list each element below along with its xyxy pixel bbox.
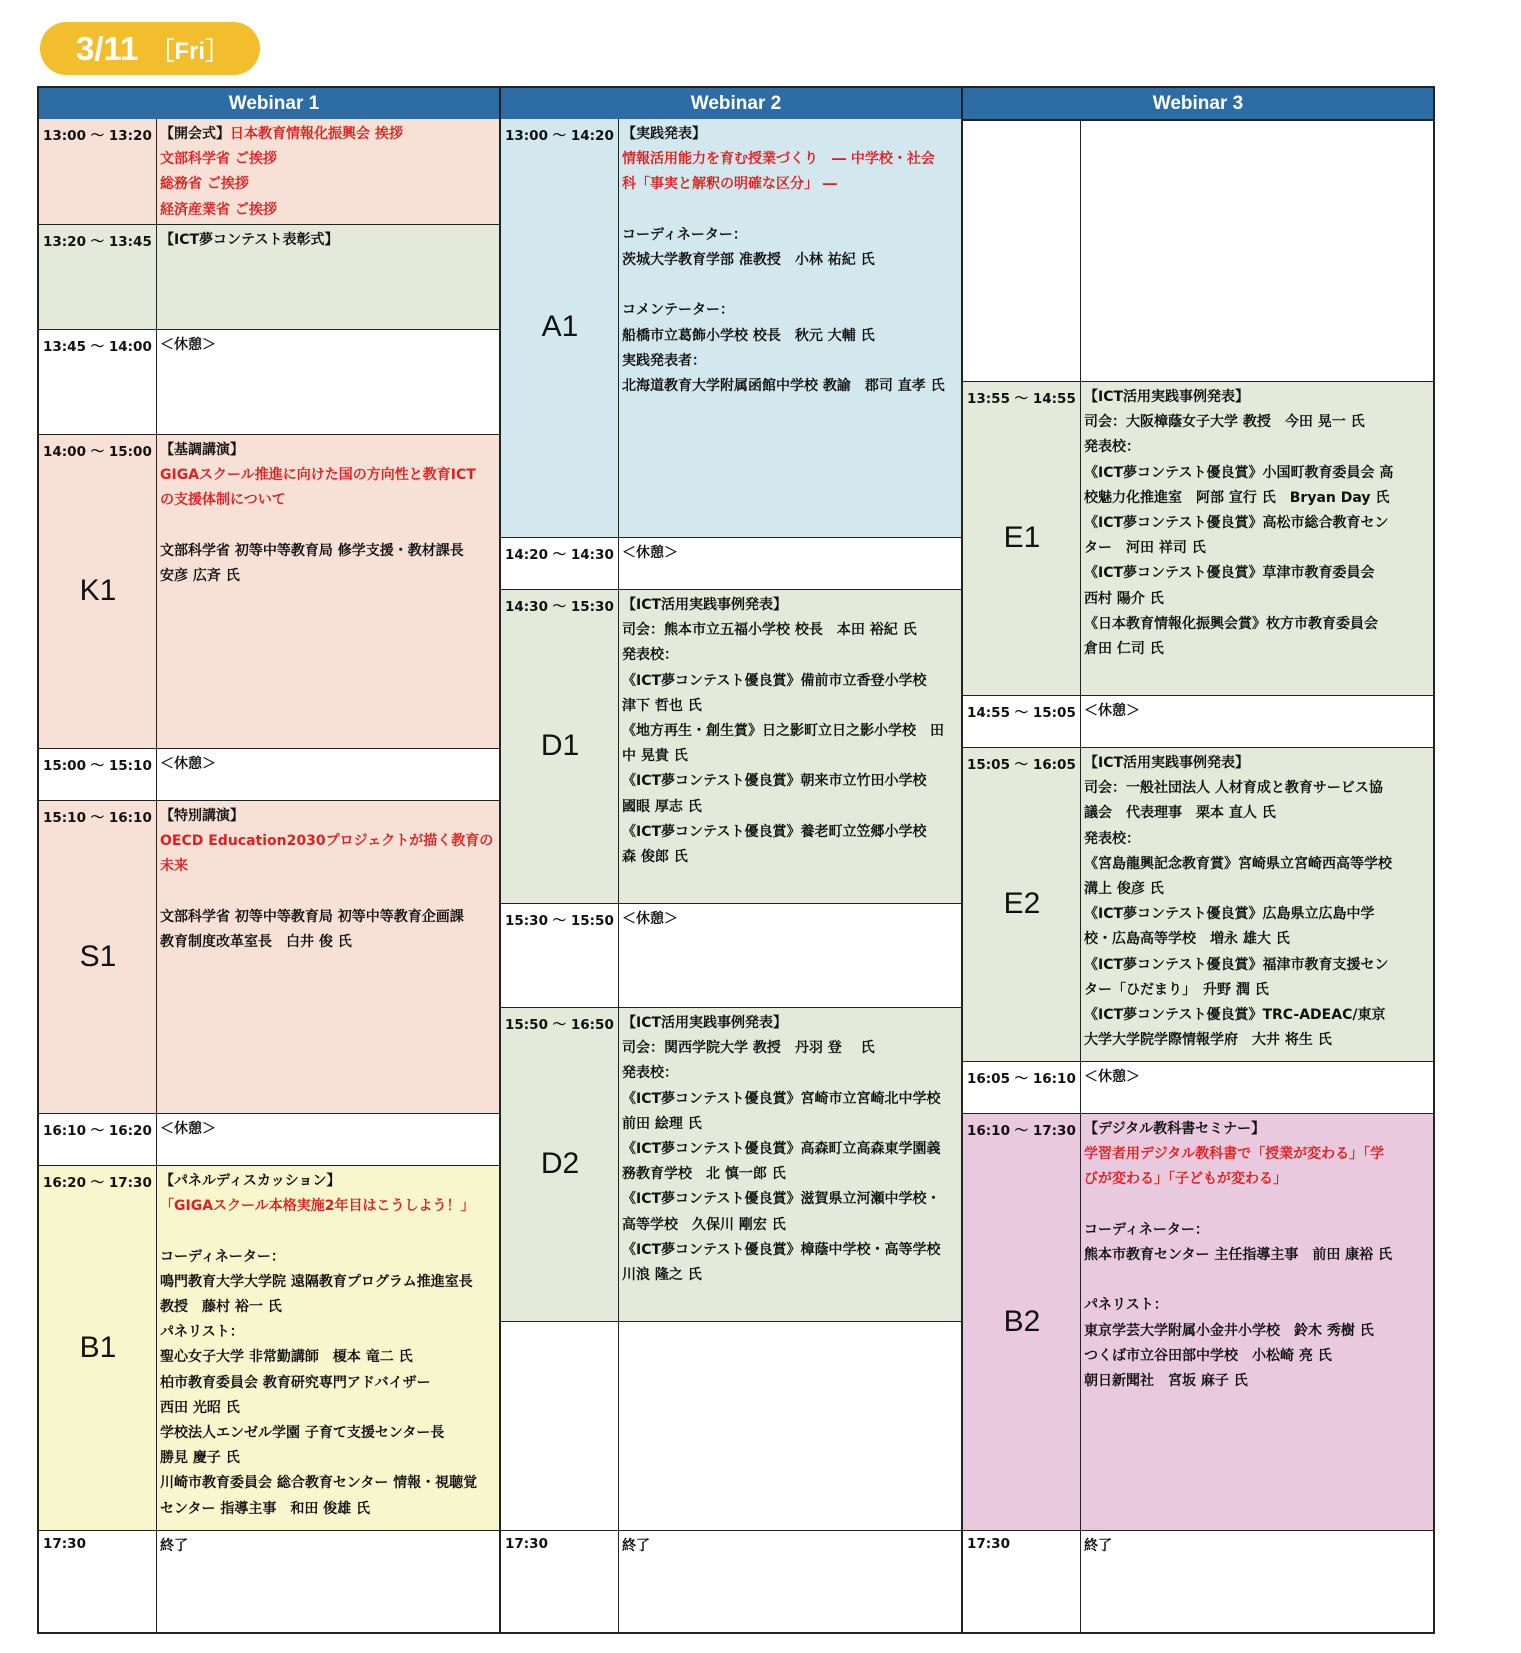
session-break <box>963 695 1433 747</box>
session-line: 西田 光昭 氏 <box>160 1399 240 1416</box>
session-line: 鳴門教育大学大学院 遠隔教育プログラム推進室長 <box>160 1273 473 1290</box>
session-time: 16:20 ～ 17:30 <box>39 1166 157 1530</box>
session-line: 高等学校 久保川 剛宏 氏 <box>622 1216 786 1233</box>
session-line: 【パネルディスカッション】 <box>160 1173 341 1189</box>
session-time: 13:20 ～ 13:45 <box>39 225 157 329</box>
session-line: 東京学芸大学附属小金井小学校 鈴木 秀樹 氏 <box>1084 1322 1374 1339</box>
session-line: ＜休憩＞ <box>160 756 216 772</box>
session-time: 15:05 ～ 16:05 <box>963 748 1081 1061</box>
session-line: 《ICT夢コンテスト優良賞》宮崎市立宮崎北中学校 <box>622 1090 941 1107</box>
session-content <box>157 1166 509 1530</box>
session-line: 学習者用デジタル教科書で「授業が変わる」「学 <box>1084 1146 1385 1163</box>
session-line: 《地方再生・創生賞》日之影町立日之影小学校 田 <box>622 723 944 740</box>
session-time: 14:30 ～ 15:30 <box>501 590 619 903</box>
session-end <box>501 1530 971 1632</box>
session-break <box>501 903 971 1007</box>
session-line: 《ICT夢コンテスト優良賞》TRC-ADEAC/東京 <box>1084 1007 1386 1024</box>
session-line: 総務省 ご挨拶 <box>160 176 249 193</box>
session-content <box>619 538 971 589</box>
session-line: ＜休憩＞ <box>160 1121 216 1137</box>
session-content <box>619 904 971 1007</box>
session-line: ＜休憩＞ <box>1084 1069 1140 1085</box>
session-time: 13:45 ～ 14:00 <box>39 330 157 434</box>
session-line: 《ICT夢コンテスト優良賞》備前市立香登小学校 <box>622 672 927 689</box>
session-content <box>1081 1531 1433 1632</box>
session-line: 國眼 厚志 氏 <box>622 798 702 815</box>
session-content <box>1081 119 1433 381</box>
session-time: 17:30 <box>501 1531 619 1632</box>
session-line: 【特別講演】 <box>160 808 244 824</box>
session-line: 終了 <box>622 1538 650 1554</box>
session-empty <box>501 1321 971 1530</box>
session-line <box>1084 1193 1430 1218</box>
session-line: 発表校： <box>1084 439 1140 456</box>
session-break <box>501 537 971 589</box>
session-time: 14:55 ～ 15:05 <box>963 696 1081 747</box>
session-content <box>1081 1062 1433 1113</box>
session-line: ＜休憩＞ <box>160 337 216 353</box>
session-line: の支援体制について <box>160 492 286 509</box>
session-line <box>622 273 968 298</box>
session-break <box>39 748 509 800</box>
date-day: 3/11 <box>76 29 139 67</box>
session-empty <box>963 119 1433 381</box>
session-line: 《日本教育情報化振興会賞》枚方市教育委員会 <box>1084 615 1378 632</box>
session-content <box>1081 382 1433 695</box>
session-time: 15:30 ～ 15:50 <box>501 904 619 1007</box>
session-line: 《ICT夢コンテスト優良賞》滋賀県立河瀬中学校・ <box>622 1191 941 1208</box>
session-line: OECD Education2030プロジェクトが描く教育の <box>160 833 494 850</box>
session-line: 【ICT活用実践事例発表】 <box>1084 755 1250 771</box>
session-content <box>157 801 509 1113</box>
session-content <box>157 1531 509 1632</box>
session-line: 実践発表者： <box>622 352 706 369</box>
session-line: 《ICT夢コンテスト優良賞》福津市教育支援セン <box>1084 956 1389 973</box>
session-line: 科「事実と解釈の明確な区分」 ― <box>622 176 837 193</box>
session-time: 15:10 ～ 16:10 <box>39 801 157 1113</box>
session-line: 議会 代表理事 栗本 直人 氏 <box>1084 805 1276 822</box>
session-code: A1 <box>541 310 579 343</box>
session-line: 司会：大阪樟蔭女子大学 教授 今田 晃一 氏 <box>1084 414 1365 431</box>
session-line: 発表校： <box>622 1065 678 1082</box>
session-line: 【実践発表】 <box>622 126 706 142</box>
session-line: 司会：熊本市立五福小学校 校長 本田 裕紀 氏 <box>622 622 917 639</box>
session-line: 《ICT夢コンテスト優良賞》養老町立笠郷小学校 <box>622 823 927 840</box>
session-line: 《宮島龍興記念教育賞》宮崎県立宮崎西高等学校 <box>1084 855 1392 872</box>
session-content <box>1081 748 1433 1061</box>
session-time: 16:10 ～ 16:20 <box>39 1114 157 1165</box>
session-opening <box>39 119 509 224</box>
webinar-1-column <box>37 86 511 1634</box>
session-line: 《ICT夢コンテスト優良賞》朝来市立竹田小学校 <box>622 773 927 790</box>
session-line: 校・広島高等学校 増永 雄大 氏 <box>1084 931 1290 948</box>
session-line: 川浪 隆之 氏 <box>622 1267 702 1284</box>
webinar-2-column <box>499 86 973 1634</box>
session-line: 文部科学省 初等中等教育局 初等中等教育企画課 <box>160 908 464 925</box>
session-line: 【開会式】日本教育情報化振興会 挨拶 <box>160 126 403 142</box>
session-line: 船橋市立葛飾小学校 校長 秋元 大輔 氏 <box>622 327 875 344</box>
session-line: GIGAスクール推進に向けた国の方向性と教育ICT <box>160 467 476 484</box>
webinar-1-header: Webinar 1 <box>39 88 509 121</box>
session-b2 <box>963 1113 1433 1530</box>
session-line: 《ICT夢コンテスト優良賞》小国町教育委員会 高 <box>1084 464 1394 481</box>
session-code: E2 <box>1003 887 1041 920</box>
session-line <box>1084 1268 1430 1293</box>
session-time: 14:00 ～ 15:00 <box>39 435 157 748</box>
session-line: 未来 <box>160 858 188 875</box>
session-content <box>619 1008 971 1321</box>
session-end <box>39 1530 509 1632</box>
webinar-3-header: Webinar 3 <box>963 88 1433 121</box>
session-code: D1 <box>540 729 580 762</box>
session-line: 前田 絵理 氏 <box>622 1115 702 1132</box>
session-line: 勝見 慶子 氏 <box>160 1450 240 1467</box>
session-line: 【ICT夢コンテスト表彰式】 <box>160 232 339 248</box>
session-line: 柏市教育委員会 教育研究専門アドバイザー <box>160 1374 431 1391</box>
session-line: コーディネーター： <box>160 1248 285 1265</box>
session-time: 13:55 ～ 14:55 <box>963 382 1081 695</box>
session-content <box>619 119 971 537</box>
session-line: 聖心女子大学 非常勤講師 榎本 竜二 氏 <box>160 1349 413 1366</box>
session-line: 《ICT夢コンテスト優良賞》草津市教育委員会 <box>1084 565 1375 582</box>
session-line: パネリスト： <box>1084 1297 1168 1314</box>
session-line: 司会：一般社団法人 人材育成と教育サービス協 <box>1084 780 1383 797</box>
session-line: パネリスト： <box>160 1324 244 1341</box>
webinar-2-header: Webinar 2 <box>501 88 971 121</box>
session-break <box>39 329 509 434</box>
session-line: 学校法人エンゼル学園 子育て支援センター長 <box>160 1425 445 1442</box>
session-line: 終了 <box>1084 1538 1112 1554</box>
session-content <box>157 435 509 748</box>
session-line: 文部科学省 ご挨拶 <box>160 151 277 168</box>
session-award <box>39 224 509 329</box>
session-line: センター 指導主事 和田 俊雄 氏 <box>160 1500 371 1517</box>
session-line <box>160 880 506 905</box>
session-content <box>157 225 509 329</box>
session-line: 経済産業省 ご挨拶 <box>160 201 277 218</box>
session-line: 発表校： <box>622 647 678 664</box>
session-content <box>1081 1114 1433 1530</box>
session-line: 北海道教育大学附属函館中学校 教諭 郡司 直孝 氏 <box>622 378 945 394</box>
session-end <box>963 1530 1433 1632</box>
session-line: 教育制度改革室長 白井 俊 氏 <box>160 934 352 950</box>
session-time: 16:10 ～ 17:30 <box>963 1114 1081 1530</box>
session-k1 <box>39 434 509 748</box>
session-content <box>157 119 509 224</box>
session-line: 中 晃貴 氏 <box>622 748 688 765</box>
session-line: 文部科学省 初等中等教育局 修学支援・教材課長 <box>160 542 464 559</box>
session-d1 <box>501 589 971 903</box>
session-line: コーディネーター： <box>622 226 747 243</box>
session-content <box>619 590 971 903</box>
session-line: ター 河田 祥司 氏 <box>1084 540 1206 557</box>
session-line: 務教育学校 北 慎一郎 氏 <box>622 1166 786 1183</box>
session-line: 《ICT夢コンテスト優良賞》高松市総合教育セン <box>1084 515 1389 532</box>
session-line: 《ICT夢コンテスト優良賞》高森町立高森東学園義 <box>622 1141 941 1158</box>
session-code: B2 <box>1003 1304 1041 1338</box>
session-break <box>963 1061 1433 1113</box>
webinar-3-column <box>961 86 1435 1634</box>
session-line: 終了 <box>160 1538 188 1554</box>
session-time: 13:00 ～ 14:20 <box>501 119 619 537</box>
session-code: D2 <box>540 1147 580 1180</box>
session-line: 溝上 俊彦 氏 <box>1084 881 1164 898</box>
session-line: ター「ひだまり」 升野 潤 氏 <box>1084 981 1269 998</box>
session-line: コーディネーター： <box>1084 1221 1209 1238</box>
session-line <box>160 514 506 539</box>
session-e2 <box>963 747 1433 1061</box>
session-time <box>963 119 1081 381</box>
session-content <box>157 749 509 800</box>
session-line: 安彦 広斉 氏 <box>160 568 240 584</box>
session-line: 教授 藤村 裕一 氏 <box>160 1299 282 1315</box>
session-time: 15:00 ～ 15:10 <box>39 749 157 800</box>
session-line <box>622 198 968 223</box>
session-a1 <box>501 119 971 537</box>
session-line: 【基調講演】 <box>160 442 244 458</box>
session-line: 津下 哲也 氏 <box>622 697 702 714</box>
session-line: 倉田 仁司 氏 <box>1084 641 1164 658</box>
session-line: 《ICT夢コンテスト優良賞》広島県立広島中学 <box>1084 906 1375 923</box>
session-time: 15:50 ～ 16:50 <box>501 1008 619 1321</box>
session-line: 【ICT活用実践事例発表】 <box>1084 389 1250 405</box>
session-line: 【ICT活用実践事例発表】 <box>622 597 788 613</box>
session-line: ＜休憩＞ <box>622 545 678 561</box>
session-content <box>1081 696 1433 747</box>
session-line: 《ICT夢コンテスト優良賞》樟蔭中学校・高等学校 <box>622 1241 941 1258</box>
session-code: E1 <box>1003 521 1041 554</box>
session-line: 【デジタル教科書セミナー】 <box>1084 1121 1266 1137</box>
session-content <box>157 1114 509 1165</box>
session-break <box>39 1113 509 1165</box>
session-line: 発表校： <box>1084 830 1140 847</box>
session-line: ＜休憩＞ <box>1084 703 1140 719</box>
session-line: コメンテーター： <box>622 302 734 319</box>
session-s1 <box>39 800 509 1113</box>
session-line <box>160 1219 506 1244</box>
session-line: 【ICT活用実践事例発表】 <box>622 1015 788 1031</box>
session-time: 17:30 <box>39 1531 157 1632</box>
session-line: 朝日新聞社 宮坂 麻子 氏 <box>1084 1373 1248 1389</box>
session-line: ＜休憩＞ <box>622 911 678 927</box>
session-content <box>157 330 509 434</box>
session-time: 16:05 ～ 16:10 <box>963 1062 1081 1113</box>
session-line: 熊本市教育センター 主任指導主事 前田 康裕 氏 <box>1084 1247 1393 1263</box>
date-badge <box>40 22 260 75</box>
session-content <box>619 1531 971 1632</box>
session-line: 茨城大学教育学部 准教授 小林 祐紀 氏 <box>622 252 875 268</box>
session-line: 「GIGAスクール本格実施2年目はこうしよう！」 <box>160 1198 475 1215</box>
session-line: 川崎市教育委員会 総合教育センター 情報・視聴覚 <box>160 1475 478 1492</box>
session-code: B1 <box>79 1330 117 1364</box>
session-code: S1 <box>79 939 117 973</box>
date-weekday: ［Fri］ <box>150 38 230 65</box>
session-line: 大学大学院学際情報学府 大井 将生 氏 <box>1084 1032 1332 1049</box>
session-line: 情報活用能力を育む授業づくり ― 中学校・社会 <box>622 151 935 168</box>
session-b1 <box>39 1165 509 1530</box>
session-d2 <box>501 1007 971 1321</box>
session-line: つくば市立谷田部中学校 小松崎 亮 氏 <box>1084 1347 1332 1364</box>
session-content <box>619 1322 971 1530</box>
session-time: 17:30 <box>963 1531 1081 1632</box>
session-time: 13:00 ～ 13:20 <box>39 119 157 224</box>
session-line: 西村 陽介 氏 <box>1084 590 1164 607</box>
session-e1 <box>963 381 1433 695</box>
session-line: びが変わる」「子どもが変わる」 <box>1084 1171 1287 1188</box>
session-code: K1 <box>79 574 117 607</box>
session-line: 校魅力化推進室 阿部 宣行 氏 Bryan Day 氏 <box>1084 489 1390 506</box>
session-line: 森 俊郎 氏 <box>622 849 688 866</box>
session-time: 14:20 ～ 14:30 <box>501 538 619 589</box>
session-time <box>501 1322 619 1530</box>
session-line: 司会：関西学院大学 教授 丹羽 登 氏 <box>622 1040 875 1057</box>
